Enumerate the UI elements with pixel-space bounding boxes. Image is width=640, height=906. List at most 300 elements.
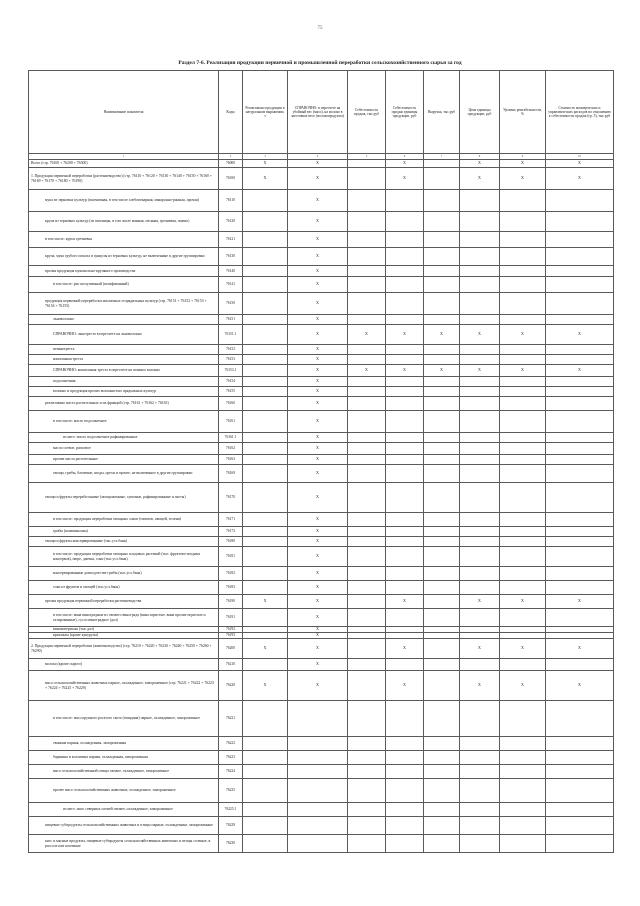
value-cell: X [243, 639, 288, 659]
value-cell: X [288, 365, 348, 377]
value-cell: X [288, 325, 348, 345]
value-cell [386, 527, 424, 537]
value-cell [424, 737, 460, 751]
value-cell [424, 567, 460, 581]
row-label: мясо сельскохозяйственной птицы свежее, охлажденное, замороженное [29, 765, 219, 779]
value-cell: X [288, 455, 348, 465]
column-number: 4 [288, 154, 348, 160]
value-cell [460, 377, 500, 387]
value-cell [243, 581, 288, 595]
column-number: 8 [460, 154, 500, 160]
value-cell: X [288, 609, 348, 627]
value-cell: X [288, 581, 348, 595]
value-cell [243, 345, 288, 355]
table-row [29, 433, 614, 443]
table-row [29, 355, 614, 365]
table-row [29, 443, 614, 455]
value-cell [500, 355, 546, 365]
value-cell: X [288, 639, 348, 659]
value-cell [546, 277, 614, 293]
value-cell [460, 765, 500, 779]
value-cell: X [288, 627, 348, 633]
value-cell [460, 527, 500, 537]
column-number: 9 [500, 154, 546, 160]
row-label: реализовано масел растительных и их фракций (стр. 76161 + 76162 + 76163) [29, 397, 219, 411]
value-cell [348, 513, 386, 527]
value-cell [500, 803, 546, 817]
table-row [29, 387, 614, 397]
table-row [29, 455, 614, 465]
value-cell [386, 483, 424, 513]
value-cell [460, 465, 500, 483]
row-code: 76151 [219, 315, 243, 325]
row-label: крахмалы (кроме кукурузы) [29, 633, 219, 639]
value-cell [348, 315, 386, 325]
value-cell: X [460, 325, 500, 345]
value-cell [243, 387, 288, 397]
row-code: 76229 [219, 817, 243, 835]
table-row [29, 212, 614, 232]
value-cell [348, 483, 386, 513]
row-code: 76160 [219, 397, 243, 411]
row-code: 76220 [219, 671, 243, 701]
value-cell [386, 377, 424, 387]
value-cell [500, 483, 546, 513]
row-label: льноволокно [29, 315, 219, 325]
row-code: 76180 [219, 537, 243, 547]
value-cell [460, 433, 500, 443]
row-label: виноматериалы (тыс.дал) [29, 627, 219, 633]
column-header-profitability: Уровень рентабельности, % [500, 71, 546, 154]
row-label: в том числе: вина виноградные из свежего винограда (вина игристые, вина прочие игристые и газированные), сусло виноградное (дал) [29, 609, 219, 627]
value-cell [243, 325, 288, 345]
value-cell [348, 377, 386, 387]
row-code: 76110 [219, 190, 243, 212]
table-row [29, 465, 614, 483]
value-cell [546, 835, 614, 853]
value-cell [348, 609, 386, 627]
value-cell [500, 817, 546, 835]
row-code: 76169 [219, 465, 243, 483]
value-cell [348, 190, 386, 212]
value-cell [424, 671, 460, 701]
value-cell [243, 737, 288, 751]
value-cell [424, 779, 460, 803]
value-cell [546, 701, 614, 737]
row-code: 76225.1 [219, 803, 243, 817]
value-cell: X [348, 365, 386, 377]
value-cell [500, 411, 546, 433]
column-number: 3 [243, 154, 288, 160]
value-cell: X [500, 595, 546, 609]
table-row [29, 567, 614, 581]
row-code: 76161 [219, 411, 243, 433]
value-cell [424, 293, 460, 315]
column-header-cost: Себестоимость продаж, тыс.руб [348, 71, 386, 154]
value-cell [243, 411, 288, 433]
value-cell [546, 345, 614, 355]
value-cell: X [386, 365, 424, 377]
table-row [29, 397, 614, 411]
value-cell [500, 737, 546, 751]
value-cell [386, 212, 424, 232]
row-code: 76100 [219, 168, 243, 190]
table-row [29, 345, 614, 355]
value-cell [546, 266, 614, 277]
value-cell [386, 387, 424, 397]
row-code: 76151.1 [219, 325, 243, 345]
value-cell [460, 537, 500, 547]
table-row [29, 483, 614, 513]
value-cell [546, 537, 614, 547]
value-cell [424, 765, 460, 779]
value-cell: X [288, 345, 348, 355]
value-cell [288, 803, 348, 817]
row-label: в том числе: масло подсолнечное [29, 411, 219, 433]
value-cell [500, 537, 546, 547]
row-label: 1. Продукция первичной переработки (растениеводство) (стр. 76110 + 76120 + 76130 + 76140 + 76150 + 76160 + 76169 + 76170 + 76180 + 76190) [29, 168, 219, 190]
value-cell [288, 835, 348, 853]
value-cell [546, 387, 614, 397]
table-row [29, 671, 614, 701]
table-row [29, 751, 614, 765]
value-cell [460, 277, 500, 293]
value-cell: X [288, 266, 348, 277]
value-cell [424, 397, 460, 411]
table-row [29, 315, 614, 325]
value-cell [500, 455, 546, 465]
value-cell [460, 355, 500, 365]
value-cell [243, 659, 288, 671]
value-cell [243, 483, 288, 513]
value-cell: X [288, 433, 348, 443]
value-cell [424, 160, 460, 168]
value-cell [348, 581, 386, 595]
table-row [29, 527, 614, 537]
row-label: масло соевое, рапсовое [29, 443, 219, 455]
value-cell [460, 567, 500, 581]
value-cell [348, 248, 386, 266]
value-cell [348, 465, 386, 483]
value-cell [500, 232, 546, 248]
value-cell [500, 212, 546, 232]
value-cell [460, 443, 500, 455]
value-cell [386, 659, 424, 671]
value-cell [348, 595, 386, 609]
table-row [29, 835, 614, 853]
row-code: 76225 [219, 779, 243, 803]
value-cell: X [460, 365, 500, 377]
table-row [29, 411, 614, 433]
value-cell [500, 513, 546, 527]
row-label: конопляная треста [29, 355, 219, 365]
value-cell [460, 293, 500, 315]
value-cell [386, 355, 424, 365]
value-cell [500, 547, 546, 567]
column-header-reference-weight: СПРАВОЧНО: в пересчете на убойный вес (мясо), на молоко в заготовках весе (молокопродукты) [288, 71, 348, 154]
table-row [29, 659, 614, 671]
value-cell: X [546, 639, 614, 659]
value-cell [424, 659, 460, 671]
value-cell [348, 527, 386, 537]
row-code: 76153.1 [219, 365, 243, 377]
value-cell: X [386, 595, 424, 609]
value-cell [500, 581, 546, 595]
value-cell [243, 377, 288, 387]
value-cell: X [288, 355, 348, 365]
value-cell: X [460, 639, 500, 659]
table-row [29, 325, 614, 345]
row-code: 76152 [219, 345, 243, 355]
value-cell [243, 455, 288, 465]
value-cell [288, 701, 348, 737]
row-label: овощи и фрукты консервированные (тыс.усл.банк) [29, 537, 219, 547]
value-cell [288, 751, 348, 765]
row-label: прочая продукция мукомольно-крупяного производства [29, 266, 219, 277]
value-cell [424, 212, 460, 232]
value-cell [348, 160, 386, 168]
value-cell [348, 737, 386, 751]
value-cell: X [288, 671, 348, 701]
value-cell [243, 609, 288, 627]
value-cell [386, 751, 424, 765]
page-number: 75 [317, 26, 323, 31]
value-cell [348, 639, 386, 659]
table-header-row [29, 71, 614, 154]
value-cell [500, 751, 546, 765]
row-label: подсолнечник [29, 377, 219, 387]
row-label: в том числе: рис шелушенный (шлифованный) [29, 277, 219, 293]
value-cell: X [288, 293, 348, 315]
value-cell [386, 277, 424, 293]
row-code: 76210 [219, 659, 243, 671]
table-row [29, 779, 614, 803]
value-cell: X [288, 277, 348, 293]
value-cell [348, 387, 386, 397]
row-code: 76163 [219, 455, 243, 465]
table-row [29, 377, 614, 387]
value-cell [460, 190, 500, 212]
value-cell [546, 737, 614, 751]
value-cell [500, 248, 546, 266]
value-cell [460, 547, 500, 567]
value-cell: X [386, 160, 424, 168]
value-cell [424, 701, 460, 737]
value-cell: X [288, 160, 348, 168]
value-cell [500, 765, 546, 779]
value-cell [500, 433, 546, 443]
value-cell [460, 835, 500, 853]
value-cell [546, 609, 614, 627]
value-cell: X [288, 168, 348, 190]
value-cell [500, 659, 546, 671]
value-cell [348, 779, 386, 803]
value-cell [243, 817, 288, 835]
value-cell [243, 547, 288, 567]
value-cell: X [424, 325, 460, 345]
row-code: 76191 [219, 609, 243, 627]
value-cell: X [288, 443, 348, 455]
value-cell [500, 266, 546, 277]
value-cell [243, 277, 288, 293]
table-row [29, 537, 614, 547]
row-code: 76155 [219, 387, 243, 397]
value-cell: X [386, 671, 424, 701]
row-label: Всего (стр. 76100 + 76200 + 76300) [29, 160, 219, 168]
value-cell [243, 751, 288, 765]
value-cell [348, 751, 386, 765]
value-cell [424, 266, 460, 277]
value-cell: X [243, 671, 288, 701]
value-cell: X [546, 595, 614, 609]
table-row [29, 803, 614, 817]
row-code: 76171 [219, 513, 243, 527]
value-cell [424, 817, 460, 835]
value-cell [424, 465, 460, 483]
value-cell [348, 547, 386, 567]
value-cell [386, 266, 424, 277]
value-cell [546, 513, 614, 527]
value-cell: X [500, 365, 546, 377]
value-cell [460, 701, 500, 737]
value-cell [460, 315, 500, 325]
value-cell [546, 355, 614, 365]
value-cell [243, 527, 288, 537]
value-cell [348, 537, 386, 547]
value-cell: X [288, 633, 348, 639]
value-cell: X [243, 160, 288, 168]
value-cell [500, 293, 546, 315]
value-cell [546, 232, 614, 248]
row-label: СПРАВОЧНО: льнотреста в пересчете на льноволокно [29, 325, 219, 345]
row-label: в том числе: мясо крупного рогатого скота (говядина) парное, охлажденное, замороженное [29, 701, 219, 737]
value-cell [500, 465, 546, 483]
value-cell [386, 455, 424, 465]
value-cell [348, 168, 386, 190]
value-cell [500, 609, 546, 627]
value-cell [460, 387, 500, 397]
value-cell [386, 835, 424, 853]
value-cell [243, 266, 288, 277]
value-cell [424, 609, 460, 627]
value-cell [243, 397, 288, 411]
value-cell [546, 567, 614, 581]
value-cell [386, 803, 424, 817]
value-cell: X [288, 212, 348, 232]
value-cell [500, 190, 546, 212]
value-cell [386, 779, 424, 803]
value-cell [500, 315, 546, 325]
value-cell: X [500, 671, 546, 701]
value-cell: X [460, 160, 500, 168]
value-cell [424, 411, 460, 433]
value-cell [386, 513, 424, 527]
row-code: 76221 [219, 701, 243, 737]
value-cell [386, 411, 424, 433]
value-cell [348, 443, 386, 455]
row-code: 76141 [219, 277, 243, 293]
value-cell [424, 483, 460, 513]
value-cell: X [546, 160, 614, 168]
value-cell: X [288, 190, 348, 212]
value-cell [546, 659, 614, 671]
value-cell: X [288, 377, 348, 387]
value-cell [460, 411, 500, 433]
value-cell [348, 455, 386, 465]
value-cell [424, 803, 460, 817]
section-title: Раздел 7-6. Реализация продукции первичной и промышленной переработки сельскохозяйственного сырья за год [178, 60, 462, 66]
row-code: 76190 [219, 595, 243, 609]
row-label: в том числе: продукция переработки овощных плодовых растений (тыс. фруктово-ягодных консервов), пюре, джемы, соки (тыс.усл.банк) [29, 547, 219, 567]
table-body [29, 160, 614, 853]
value-cell [460, 248, 500, 266]
column-number: 2 [219, 154, 243, 160]
value-cell: X [243, 168, 288, 190]
row-code: 76130 [219, 248, 243, 266]
row-code: 76192 [219, 627, 243, 633]
value-cell [460, 397, 500, 411]
value-cell [348, 266, 386, 277]
value-cell [386, 397, 424, 411]
column-header-unit-price: Цена единицы продукции, руб [460, 71, 500, 154]
value-cell [386, 315, 424, 325]
value-cell [424, 190, 460, 212]
value-cell [546, 212, 614, 232]
row-label: в том числе: продукция переработки овощных соков (томатов, овощей, зелени) [29, 513, 219, 527]
value-cell [546, 779, 614, 803]
row-label: мука из зерновых культур (пшеничная, в том числе хлебопекарная, макаронно-ржаная, прочая) [29, 190, 219, 212]
value-cell [288, 765, 348, 779]
row-code: 76181 [219, 547, 243, 567]
value-cell [243, 190, 288, 212]
value-cell: X [288, 537, 348, 547]
value-cell [460, 455, 500, 465]
value-cell [386, 609, 424, 627]
value-cell: X [386, 639, 424, 659]
value-cell [460, 232, 500, 248]
value-cell [288, 817, 348, 835]
value-cell: X [288, 465, 348, 483]
value-cell: X [546, 168, 614, 190]
value-cell: X [460, 671, 500, 701]
row-label: консервированные домоодчестве грибы (тыс.усл.банк) [29, 567, 219, 581]
value-cell: X [546, 671, 614, 701]
table-row [29, 168, 614, 190]
value-cell [348, 765, 386, 779]
value-cell [500, 443, 546, 455]
value-cell [546, 765, 614, 779]
table-row [29, 701, 614, 737]
value-cell: X [288, 567, 348, 581]
row-code: 76154 [219, 377, 243, 387]
value-cell [348, 701, 386, 737]
value-cell [424, 345, 460, 355]
value-cell [243, 355, 288, 365]
value-cell [460, 345, 500, 355]
value-cell [348, 567, 386, 581]
value-cell [546, 411, 614, 433]
value-cell [424, 168, 460, 190]
value-cell [460, 817, 500, 835]
value-cell [546, 433, 614, 443]
column-number: 5 [348, 154, 386, 160]
value-cell [500, 567, 546, 581]
value-cell [546, 751, 614, 765]
value-cell: X [288, 387, 348, 397]
value-cell [546, 547, 614, 567]
row-label: соки из фруктов и овощей (тыс.усл.банк) [29, 581, 219, 595]
value-cell: X [288, 411, 348, 433]
